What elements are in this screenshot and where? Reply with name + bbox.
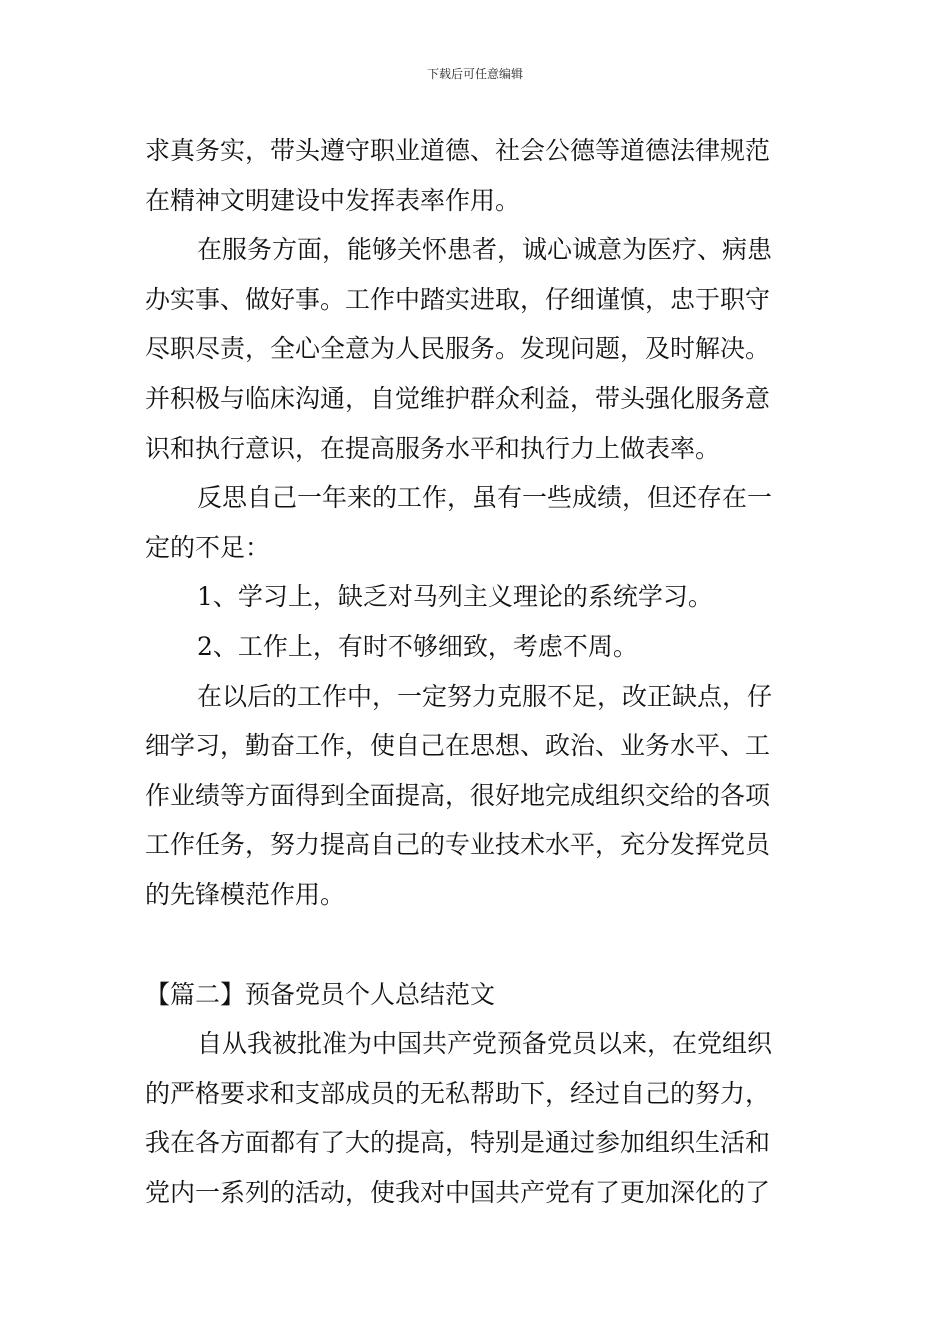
- text-line: 在服务方面，能够关怀患者，诚心诚意为医疗、病患: [197, 235, 773, 265]
- page-header: 下载后可任意编辑: [426, 67, 523, 81]
- text-line: 作业绩等方面得到全面提高，很好地完成组织交给的各项: [145, 780, 771, 810]
- text-line: 在以后的工作中，一定努力克服不足，改正缺点，仔: [197, 681, 773, 711]
- text-line: 的严格要求和支部成员的无私帮助下，经过自己的努力，: [145, 1078, 771, 1108]
- text-line: 自从我被批准为中国共产党预备党员以来，在党组织: [197, 1029, 773, 1059]
- section-gap: [145, 920, 810, 970]
- text-line: 定的不足：: [145, 532, 271, 562]
- document-body: [145, 126, 810, 1217]
- list-item: 2、工作上，有时不够细致，考虑不周。: [197, 631, 638, 661]
- text-line: 党内一系列的活动，使我对中国共产党有了更加深化的了: [145, 1177, 771, 1207]
- list-item: 1、学习上，缺乏对马列主义理论的系统学习。: [197, 582, 713, 612]
- text-line: 识和执行意识，在提高服务水平和执行力上做表率。: [145, 433, 721, 463]
- text-line: 工作任务，努力提高自己的专业技术水平，充分发挥党员: [145, 830, 771, 860]
- text-line: 反思自己一年来的工作，虽有一些成绩，但还存在一: [197, 483, 773, 513]
- text-line: 我在各方面都有了大的提高，特别是通过参加组织生活和: [145, 1128, 771, 1158]
- section-heading: 【篇二】预备党员个人总结范文: [145, 979, 496, 1009]
- text-line: 的先锋模范作用。: [145, 879, 346, 909]
- text-line: 办实事、做好事。工作中踏实进取，仔细谨慎，忠于职守: [145, 284, 771, 314]
- text-line: 在精神文明建设中发挥表率作用。: [145, 185, 521, 215]
- text-line: 求真务实，带头遵守职业道德、社会公德等道德法律规范: [145, 136, 771, 165]
- text-line: 并积极与临床沟通，自觉维护群众利益，带头强化服务意: [145, 383, 771, 413]
- text-line: 细学习，勤奋工作，使自己在思想、政治、业务水平、工: [145, 731, 771, 761]
- text-line: 尽职尽责，全心全意为人民服务。发现问题，及时解决。: [145, 334, 771, 364]
